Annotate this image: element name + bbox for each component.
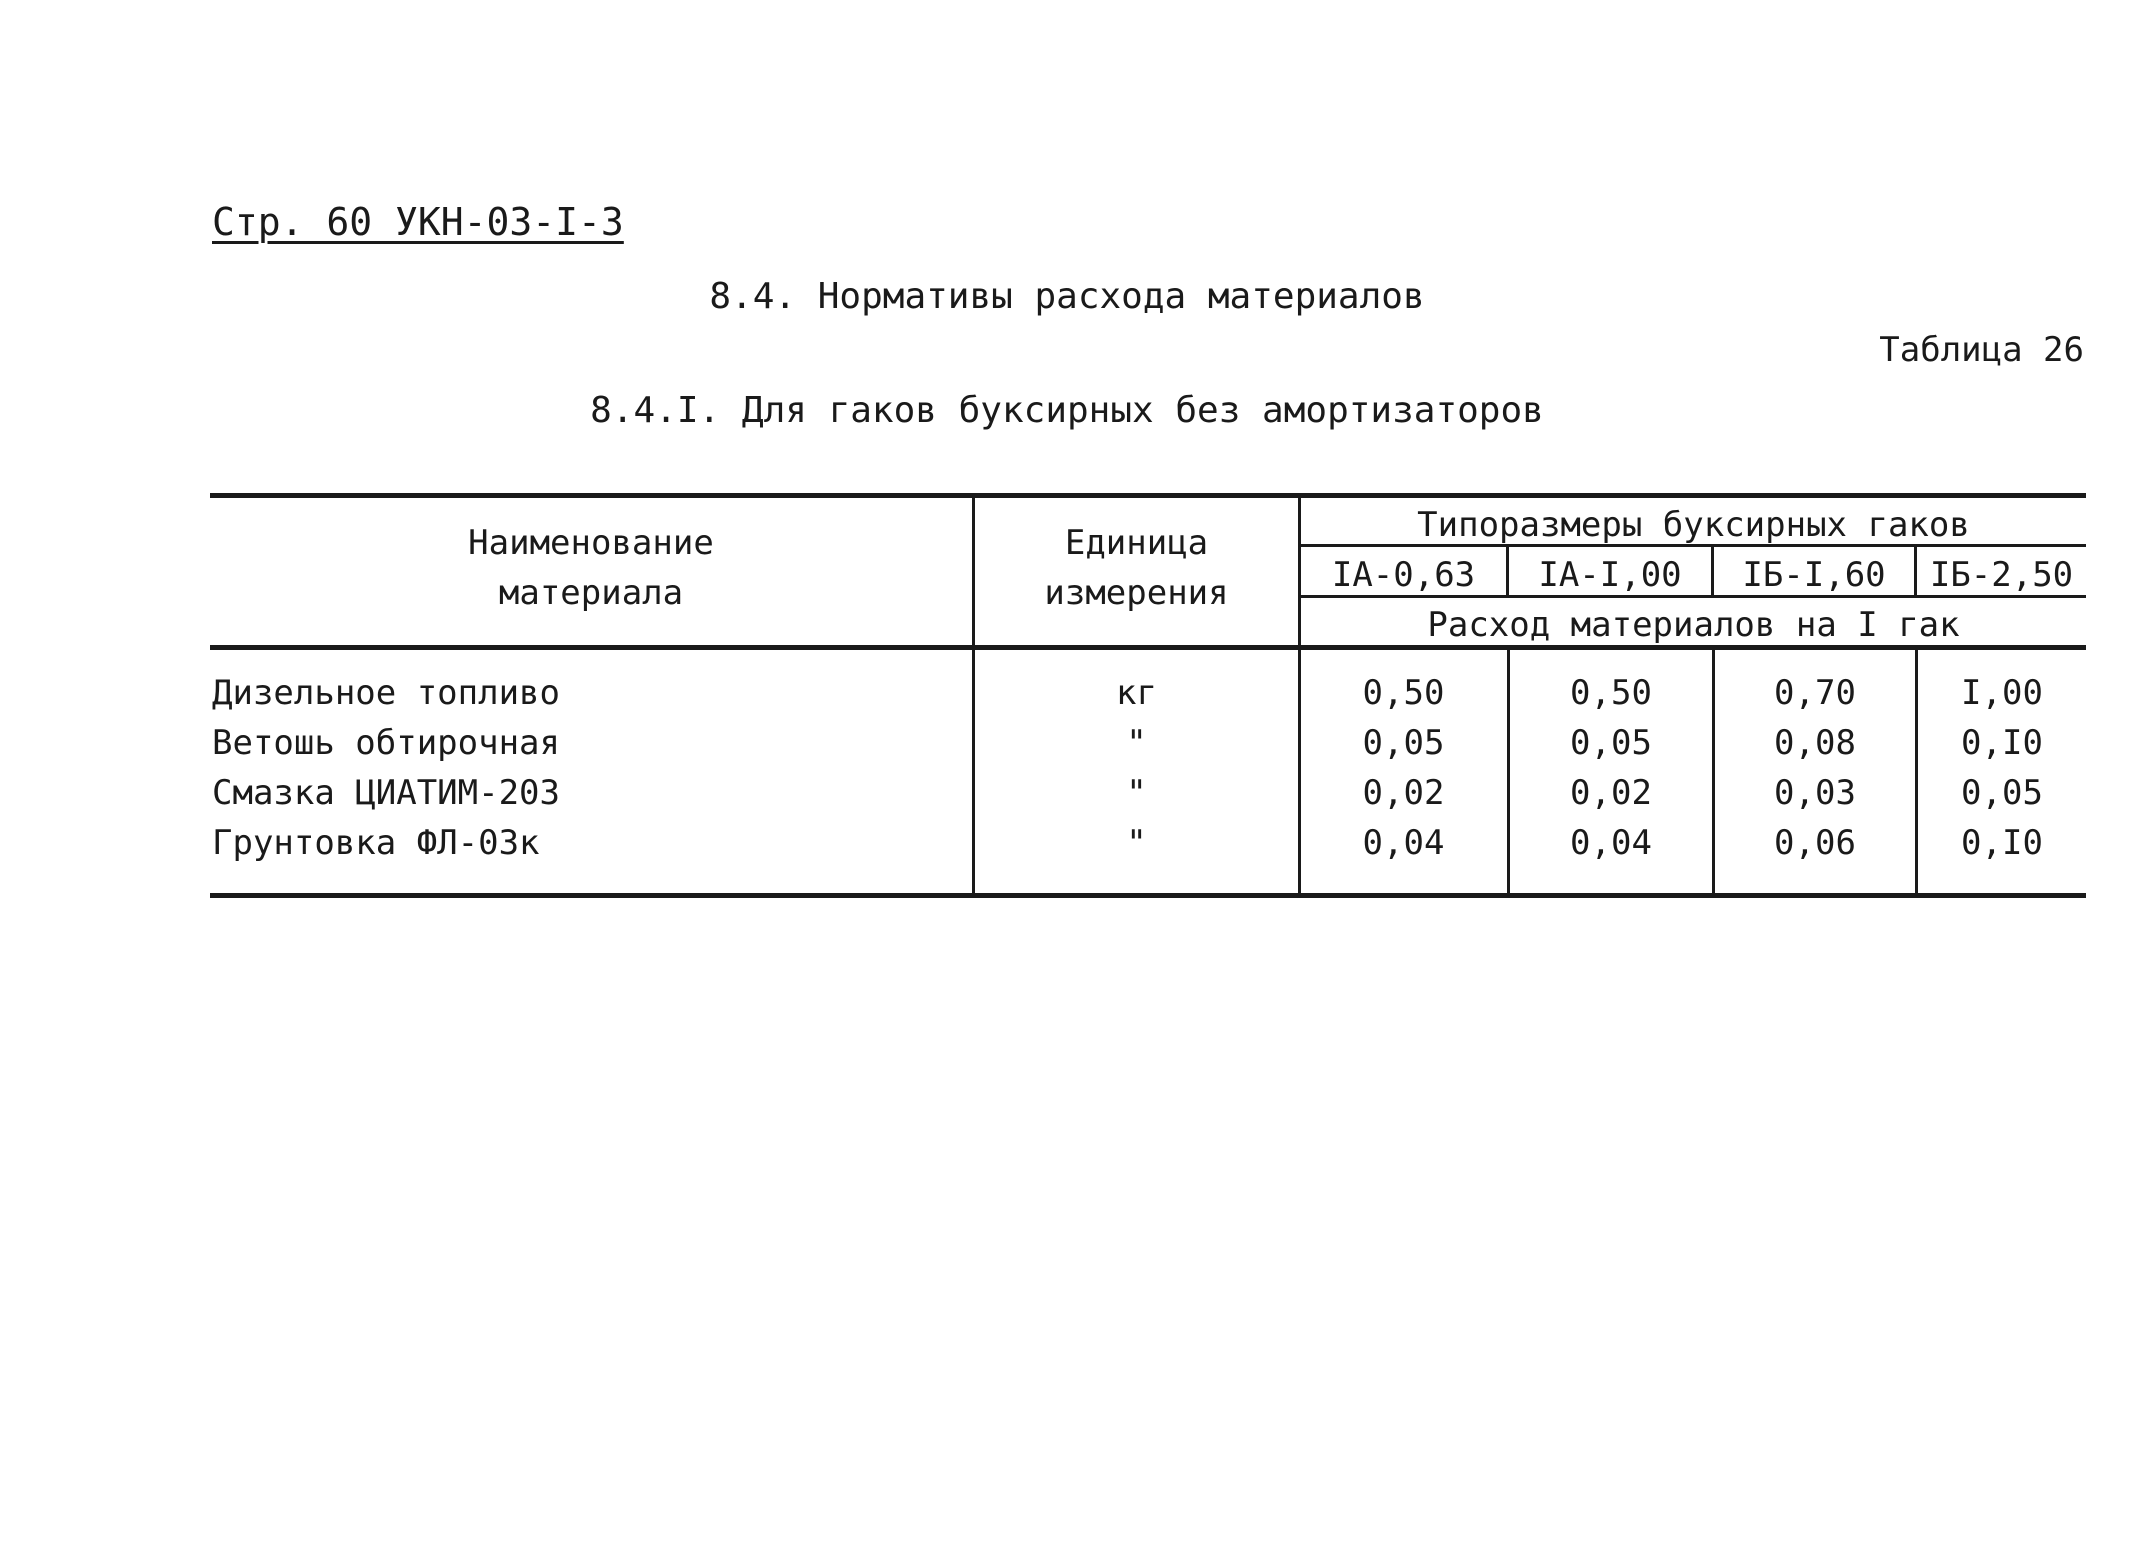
row-value: 0,05 [1961, 773, 2043, 813]
row-value: 0,05 [1570, 723, 1652, 763]
row-value: 0,03 [1774, 773, 1856, 813]
table-bottom-rule [210, 893, 2086, 898]
row-value: 0,04 [1570, 823, 1652, 863]
row-value: I,00 [1961, 673, 2043, 713]
header-size-3: IБ-I,60 [1742, 555, 1886, 595]
row-value: 0,05 [1362, 723, 1445, 763]
header-material [210, 518, 972, 618]
row-unit: " [1126, 773, 1147, 813]
row-unit: " [1126, 723, 1147, 763]
header-material-line1: Наименование [468, 523, 714, 563]
row-value: 0,I0 [1961, 723, 2043, 763]
header-unit-line1: Единица [1064, 523, 1209, 563]
row-value: 0,08 [1774, 723, 1856, 763]
row-value: 0,02 [1570, 773, 1652, 813]
section-title: 8.4. Нормативы расхода материалов [709, 276, 1425, 317]
row-material: Грунтовка ФЛ-03к [212, 823, 540, 863]
row-value: 0,I0 [1961, 823, 2043, 863]
table-top-rule [210, 493, 2086, 498]
row-value: 0,70 [1774, 673, 1856, 713]
header-size-4: IБ-2,50 [1929, 555, 2074, 595]
header-sizes-title: Типоразмеры буксирных гаков [1417, 505, 1970, 545]
header-unit-line2: измерения [1044, 573, 1229, 613]
header-consumption-title: Расход материалов на I гак [1427, 605, 1960, 645]
row-value: 0,50 [1570, 673, 1652, 713]
page-header: Стр. 60 УКН-03-I-3 [212, 200, 624, 244]
row-unit: " [1126, 823, 1147, 863]
header-material-line2: материала [498, 573, 684, 613]
header-size-1: IА-0,63 [1331, 555, 1476, 595]
header-unit [975, 518, 1298, 618]
table-number: Таблица 26 [1879, 330, 2084, 370]
row-unit: кг [1116, 673, 1157, 713]
header-size-2: IА-I,00 [1538, 555, 1682, 595]
row-material: Ветошь обтирочная [212, 723, 560, 763]
row-material: Дизельное топливо [212, 673, 560, 713]
row-value: 0,50 [1362, 673, 1445, 713]
row-value: 0,04 [1362, 823, 1445, 863]
row-value: 0,02 [1362, 773, 1445, 813]
subsection-title: 8.4.I. Для гаков буксирных без амортизаторов [590, 390, 1544, 431]
row-value: 0,06 [1774, 823, 1856, 863]
row-material: Смазка ЦИАТИМ-203 [212, 773, 560, 813]
